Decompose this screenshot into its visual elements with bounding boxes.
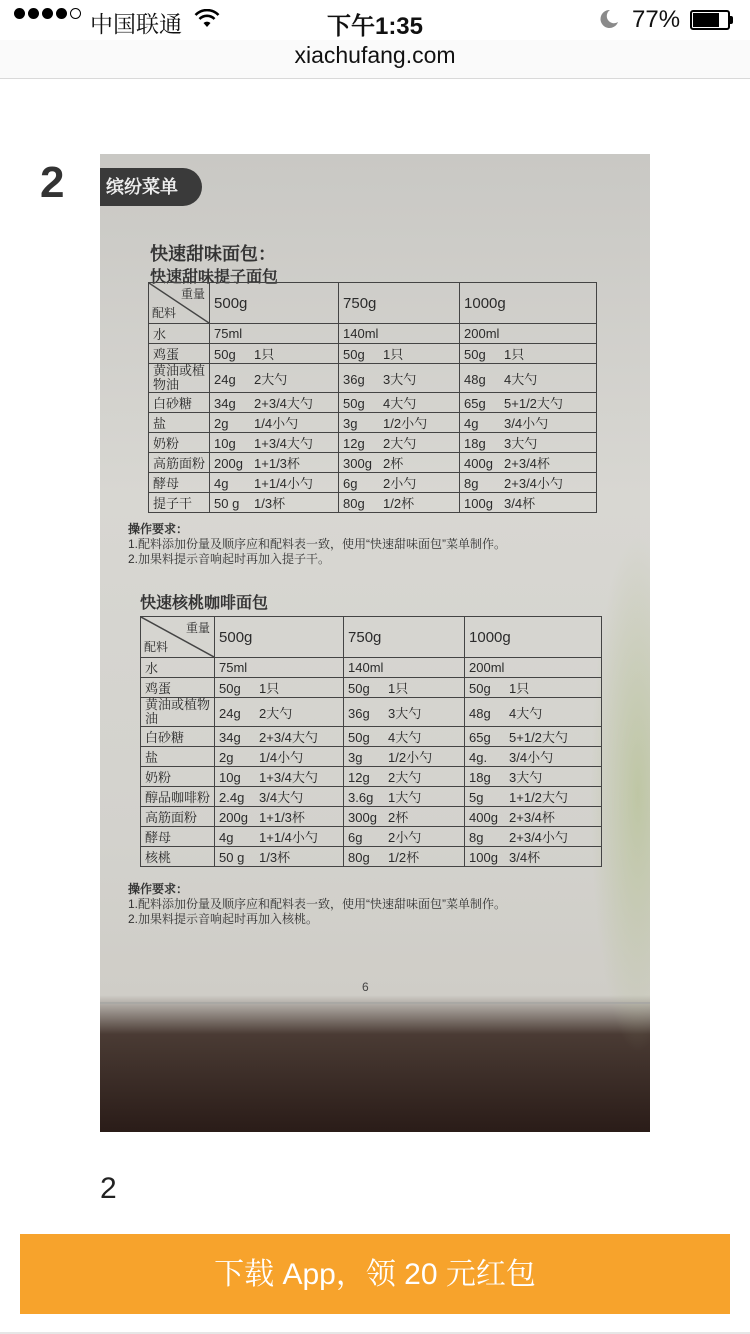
- quantity-grams: 50g: [469, 681, 491, 696]
- quantity-cell: [344, 767, 465, 787]
- recipe-table-walnut-coffee-bread: [140, 616, 602, 867]
- quantity-measure: 1/3杯: [259, 850, 291, 865]
- quantity-grams: 50 g: [214, 496, 240, 511]
- ingredient-name: 白砂糖: [141, 727, 215, 747]
- quantity-cell: [339, 473, 460, 493]
- quantity-cell: [210, 433, 339, 453]
- quantity-cell: [210, 364, 339, 393]
- table-row: [141, 827, 602, 847]
- quantity-cell: [215, 698, 344, 727]
- quantity-grams: 2g: [214, 416, 229, 431]
- quantity-grams: 50g: [348, 681, 370, 696]
- quantity-measure: 2大勺: [259, 705, 293, 721]
- table-row: [141, 787, 602, 807]
- clock-time: 下午1:35: [326, 13, 424, 40]
- quantity-cell: [210, 453, 339, 473]
- quantity-cell: [460, 324, 597, 344]
- quantity-grams: 18g: [469, 770, 491, 785]
- recipe-table-raisin-bread: [148, 282, 597, 513]
- quantity-measure: 1只: [383, 347, 404, 362]
- table-1-title: 快速甜味提子面包: [150, 269, 279, 286]
- page-number: 6: [362, 980, 369, 994]
- ingredient-name: 鸡蛋: [149, 344, 210, 364]
- column-header: 1000g: [465, 617, 602, 658]
- quantity-grams: 48g: [464, 371, 486, 387]
- note-line: 2.加果料提示音响起时再加入核桃。: [128, 912, 319, 926]
- quantity-cell: [210, 324, 339, 344]
- quantity-measure: 4大勺: [509, 705, 543, 721]
- quantity-grams: 6g: [343, 476, 358, 491]
- quantity-measure: 4大勺: [388, 730, 422, 745]
- quantity-grams: 24g: [214, 371, 236, 387]
- quantity-grams: 400g: [469, 810, 498, 825]
- table-row: [141, 807, 602, 827]
- quantity-measure: 3大勺: [388, 705, 422, 721]
- quantity-cell: [344, 698, 465, 727]
- quantity-measure: 3大勺: [509, 770, 543, 785]
- quantity-cell: [344, 827, 465, 847]
- quantity-grams: 140ml: [348, 660, 384, 675]
- quantity-cell: [460, 453, 597, 473]
- status-bar: [0, 0, 750, 40]
- step-caption: 2: [100, 1172, 117, 1205]
- ingredient-name: 水: [141, 658, 215, 678]
- quantity-grams: 50g: [348, 730, 370, 745]
- ingredient-name: 高筋面粉: [141, 807, 215, 827]
- ingredient-name: 高筋面粉: [149, 453, 210, 473]
- quantity-cell: [215, 747, 344, 767]
- quantity-grams: 80g: [343, 496, 365, 511]
- page-edge: [100, 1002, 650, 1004]
- quantity-measure: 3/4小勺: [509, 750, 554, 765]
- quantity-cell: [465, 787, 602, 807]
- table-row: [141, 678, 602, 698]
- quantity-measure: 4大勺: [383, 396, 417, 411]
- quantity-measure: 1/4小勺: [254, 416, 299, 431]
- ingredient-name: 鸡蛋: [141, 678, 215, 698]
- quantity-measure: 2+3/4大勺: [254, 396, 313, 411]
- quantity-measure: 3/4杯: [504, 496, 536, 511]
- quantity-grams: 100g: [464, 496, 493, 511]
- table-2-notes: [128, 882, 506, 927]
- quantity-measure: 3大勺: [383, 371, 417, 387]
- table-row: [141, 658, 602, 678]
- quantity-cell: [339, 413, 460, 433]
- quantity-grams: 10g: [219, 770, 241, 785]
- quantity-cell: [339, 493, 460, 513]
- quantity-cell: [215, 787, 344, 807]
- quantity-grams: 200ml: [464, 326, 500, 341]
- quantity-measure: 1+1/3杯: [259, 810, 305, 825]
- notes-heading: 操作要求：: [128, 882, 189, 896]
- url-bar[interactable]: xiachufang.com: [0, 40, 750, 79]
- quantity-cell: [210, 493, 339, 513]
- quantity-measure: 1/2杯: [388, 850, 420, 865]
- note-line: 2.加果料提示音响起时再加入提子干。: [128, 552, 331, 566]
- quantity-measure: 1只: [388, 681, 409, 696]
- quantity-measure: 3大勺: [504, 436, 538, 451]
- quantity-measure: 2小勺: [383, 476, 417, 491]
- quantity-cell: [210, 393, 339, 413]
- header-weight-label: 重量: [186, 621, 211, 635]
- quantity-grams: 200g: [214, 456, 243, 471]
- quantity-measure: 1只: [509, 681, 530, 696]
- quantity-grams: 80g: [348, 850, 370, 865]
- quantity-cell: [465, 827, 602, 847]
- quantity-measure: 2杯: [388, 810, 409, 825]
- quantity-grams: 75ml: [214, 326, 243, 341]
- quantity-grams: 50g: [343, 396, 365, 411]
- booklet-tab-label: 缤纷菜单: [100, 168, 202, 206]
- header-ingredient-label: 配料: [152, 306, 177, 320]
- quantity-grams: 34g: [219, 730, 241, 745]
- quantity-cell: [460, 413, 597, 433]
- ingredient-name: 黄油或植物油: [149, 364, 210, 393]
- quantity-cell: [465, 698, 602, 727]
- ingredient-name: 提子干: [149, 493, 210, 513]
- table-2-title: 快速核桃咖啡面包: [140, 595, 269, 612]
- quantity-cell: [344, 787, 465, 807]
- quantity-cell: [465, 807, 602, 827]
- quantity-measure: 1+1/3杯: [254, 456, 300, 471]
- quantity-measure: 2杯: [383, 456, 404, 471]
- quantity-grams: 300g: [343, 456, 372, 471]
- quantity-grams: 50 g: [219, 850, 245, 865]
- quantity-measure: 1只: [254, 347, 275, 362]
- quantity-grams: 34g: [214, 396, 236, 411]
- quantity-measure: 2大勺: [388, 770, 422, 785]
- quantity-cell: [344, 807, 465, 827]
- quantity-measure: 1/4小勺: [259, 750, 304, 765]
- quantity-measure: 2大勺: [254, 371, 288, 387]
- quantity-cell: [465, 678, 602, 698]
- table-row: [149, 344, 597, 364]
- quantity-grams: 3g: [348, 750, 363, 765]
- table-header-row: [149, 283, 597, 324]
- quantity-grams: 200g: [219, 810, 248, 825]
- notes-heading: 操作要求：: [128, 522, 189, 536]
- quantity-measure: 1+1/4小勺: [259, 830, 318, 845]
- quantity-grams: 18g: [464, 436, 486, 451]
- quantity-measure: 1/2小勺: [383, 416, 428, 431]
- table-row: [149, 364, 597, 393]
- quantity-cell: [210, 344, 339, 364]
- quantity-grams: 36g: [348, 705, 370, 721]
- table-row: [141, 847, 602, 867]
- ingredient-name: 核桃: [141, 847, 215, 867]
- quantity-measure: 1/2杯: [383, 496, 415, 511]
- quantity-measure: 2+3/4杯: [504, 456, 550, 471]
- quantity-grams: 200ml: [469, 660, 505, 675]
- column-header: 1000g: [460, 283, 597, 324]
- ingredient-name: 盐: [149, 413, 210, 433]
- step-photo[interactable]: [100, 154, 650, 1132]
- quantity-measure: 2大勺: [383, 436, 417, 451]
- quantity-measure: 3/4大勺: [259, 790, 304, 805]
- quantity-grams: 4g: [464, 416, 479, 431]
- table-header-row: [141, 617, 602, 658]
- table-row: [149, 433, 597, 453]
- quantity-measure: 2+3/4大勺: [259, 730, 318, 745]
- quantity-cell: [465, 767, 602, 787]
- quantity-cell: [215, 658, 344, 678]
- quantity-grams: 24g: [219, 705, 241, 721]
- quantity-measure: 4大勺: [504, 371, 538, 387]
- quantity-grams: 100g: [469, 850, 498, 865]
- quantity-grams: 50g: [464, 347, 486, 362]
- quantity-cell: [465, 847, 602, 867]
- quantity-grams: 48g: [469, 705, 491, 721]
- quantity-cell: [460, 344, 597, 364]
- ingredient-name: 黄油或植物油: [141, 698, 215, 727]
- quantity-grams: 5g: [469, 790, 484, 805]
- quantity-grams: 65g: [464, 396, 486, 411]
- table-row: [149, 493, 597, 513]
- quantity-grams: 10g: [214, 436, 236, 451]
- quantity-grams: 36g: [343, 371, 365, 387]
- ingredient-name: 水: [149, 324, 210, 344]
- table-row: [141, 727, 602, 747]
- quantity-grams: 65g: [469, 730, 491, 745]
- quantity-cell: [215, 847, 344, 867]
- header-weight-label: 重量: [181, 287, 206, 301]
- quantity-cell: [465, 747, 602, 767]
- step-number: 2: [40, 158, 65, 207]
- booklet-title: 快速甜味面包：: [150, 244, 276, 264]
- quantity-cell: [210, 473, 339, 493]
- quantity-cell: [215, 678, 344, 698]
- quantity-measure: 1/3杯: [254, 496, 286, 511]
- column-header: 500g: [210, 283, 339, 324]
- quantity-cell: [339, 433, 460, 453]
- note-line: 1.配料添加份量及顺序应和配料表一致，使用“快速甜味面包”菜单制作。: [128, 897, 507, 911]
- quantity-grams: 4g: [219, 830, 234, 845]
- quantity-measure: 1+3/4大勺: [259, 770, 318, 785]
- quantity-measure: 2+3/4小勺: [504, 476, 563, 491]
- quantity-grams: 50g: [219, 681, 241, 696]
- ingredient-name: 酵母: [149, 473, 210, 493]
- quantity-measure: 3/4杯: [509, 850, 541, 865]
- quantity-cell: [465, 658, 602, 678]
- quantity-cell: [465, 727, 602, 747]
- quantity-cell: [460, 433, 597, 453]
- quantity-cell: [344, 847, 465, 867]
- table-row: [149, 393, 597, 413]
- quantity-grams: 12g: [343, 436, 365, 451]
- quantity-cell: [339, 453, 460, 473]
- header-ingredient-label: 配料: [144, 640, 169, 654]
- quantity-grams: 140ml: [343, 326, 379, 341]
- column-header: 750g: [339, 283, 460, 324]
- quantity-cell: [215, 827, 344, 847]
- ingredient-name: 奶粉: [141, 767, 215, 787]
- table-row: [149, 473, 597, 493]
- quantity-measure: 1只: [504, 347, 525, 362]
- quantity-grams: 75ml: [219, 660, 248, 675]
- quantity-cell: [215, 767, 344, 787]
- quantity-measure: 2+3/4小勺: [509, 830, 568, 845]
- battery-percentage: 77%: [632, 6, 681, 33]
- ingredient-name: 酵母: [141, 827, 215, 847]
- table-row: [149, 453, 597, 473]
- quantity-measure: 1/2小勺: [388, 750, 433, 765]
- quantity-measure: 1大勺: [388, 790, 422, 805]
- quantity-grams: 50g: [343, 347, 365, 362]
- quantity-cell: [210, 413, 339, 433]
- battery-icon: [690, 10, 734, 30]
- quantity-measure: 2+3/4杯: [509, 810, 555, 825]
- header-corner-cell: [149, 283, 210, 324]
- quantity-measure: 2小勺: [388, 830, 422, 845]
- quantity-measure: 5+1/2大勺: [509, 730, 568, 745]
- quantity-grams: 6g: [348, 830, 363, 845]
- quantity-cell: [344, 747, 465, 767]
- quantity-measure: 5+1/2大勺: [504, 396, 563, 411]
- quantity-measure: 3/4小勺: [504, 416, 549, 431]
- table-1-notes: [128, 522, 506, 567]
- quantity-cell: [339, 324, 460, 344]
- quantity-grams: 300g: [348, 810, 377, 825]
- note-line: 1.配料添加份量及顺序应和配料表一致，使用“快速甜味面包”菜单制作。: [128, 537, 507, 551]
- column-header: 750g: [344, 617, 465, 658]
- quantity-grams: 4g: [214, 476, 229, 491]
- quantity-grams: 400g: [464, 456, 493, 471]
- quantity-grams: 2.4g: [219, 790, 245, 805]
- carrier-name: 中国联通: [90, 11, 182, 37]
- table-row: [149, 324, 597, 344]
- quantity-grams: 8g: [469, 830, 484, 845]
- quantity-cell: [215, 807, 344, 827]
- download-app-button[interactable]: 下载 App，领 20 元红包: [20, 1234, 730, 1314]
- ingredient-name: 盐: [141, 747, 215, 767]
- quantity-cell: [460, 473, 597, 493]
- quantity-grams: 4g.: [469, 750, 488, 765]
- quantity-measure: 1+1/4小勺: [254, 476, 313, 491]
- quantity-cell: [339, 344, 460, 364]
- header-corner-cell: [141, 617, 215, 658]
- quantity-measure: 1+3/4大勺: [254, 436, 313, 451]
- quantity-measure: 1+1/2大勺: [509, 790, 568, 805]
- table-row: [141, 747, 602, 767]
- ingredient-name: 奶粉: [149, 433, 210, 453]
- quantity-cell: [339, 393, 460, 413]
- quantity-grams: 12g: [348, 770, 370, 785]
- quantity-cell: [344, 727, 465, 747]
- ingredient-name: 醇品咖啡粉: [141, 787, 215, 807]
- table-row: [141, 698, 602, 727]
- table-row: [141, 767, 602, 787]
- column-header: 500g: [215, 617, 344, 658]
- quantity-cell: [460, 393, 597, 413]
- quantity-cell: [339, 364, 460, 393]
- quantity-grams: 3g: [343, 416, 358, 431]
- quantity-cell: [344, 658, 465, 678]
- moon-icon: [598, 8, 620, 37]
- quantity-grams: 3.6g: [348, 790, 374, 805]
- quantity-grams: 2g: [219, 750, 234, 765]
- quantity-cell: [215, 727, 344, 747]
- quantity-cell: [344, 678, 465, 698]
- quantity-grams: 50g: [214, 347, 236, 362]
- quantity-measure: 1只: [259, 681, 280, 696]
- ingredient-name: 白砂糖: [149, 393, 210, 413]
- quantity-grams: 8g: [464, 476, 479, 491]
- quantity-cell: [460, 493, 597, 513]
- table-row: [149, 413, 597, 433]
- quantity-cell: [460, 364, 597, 393]
